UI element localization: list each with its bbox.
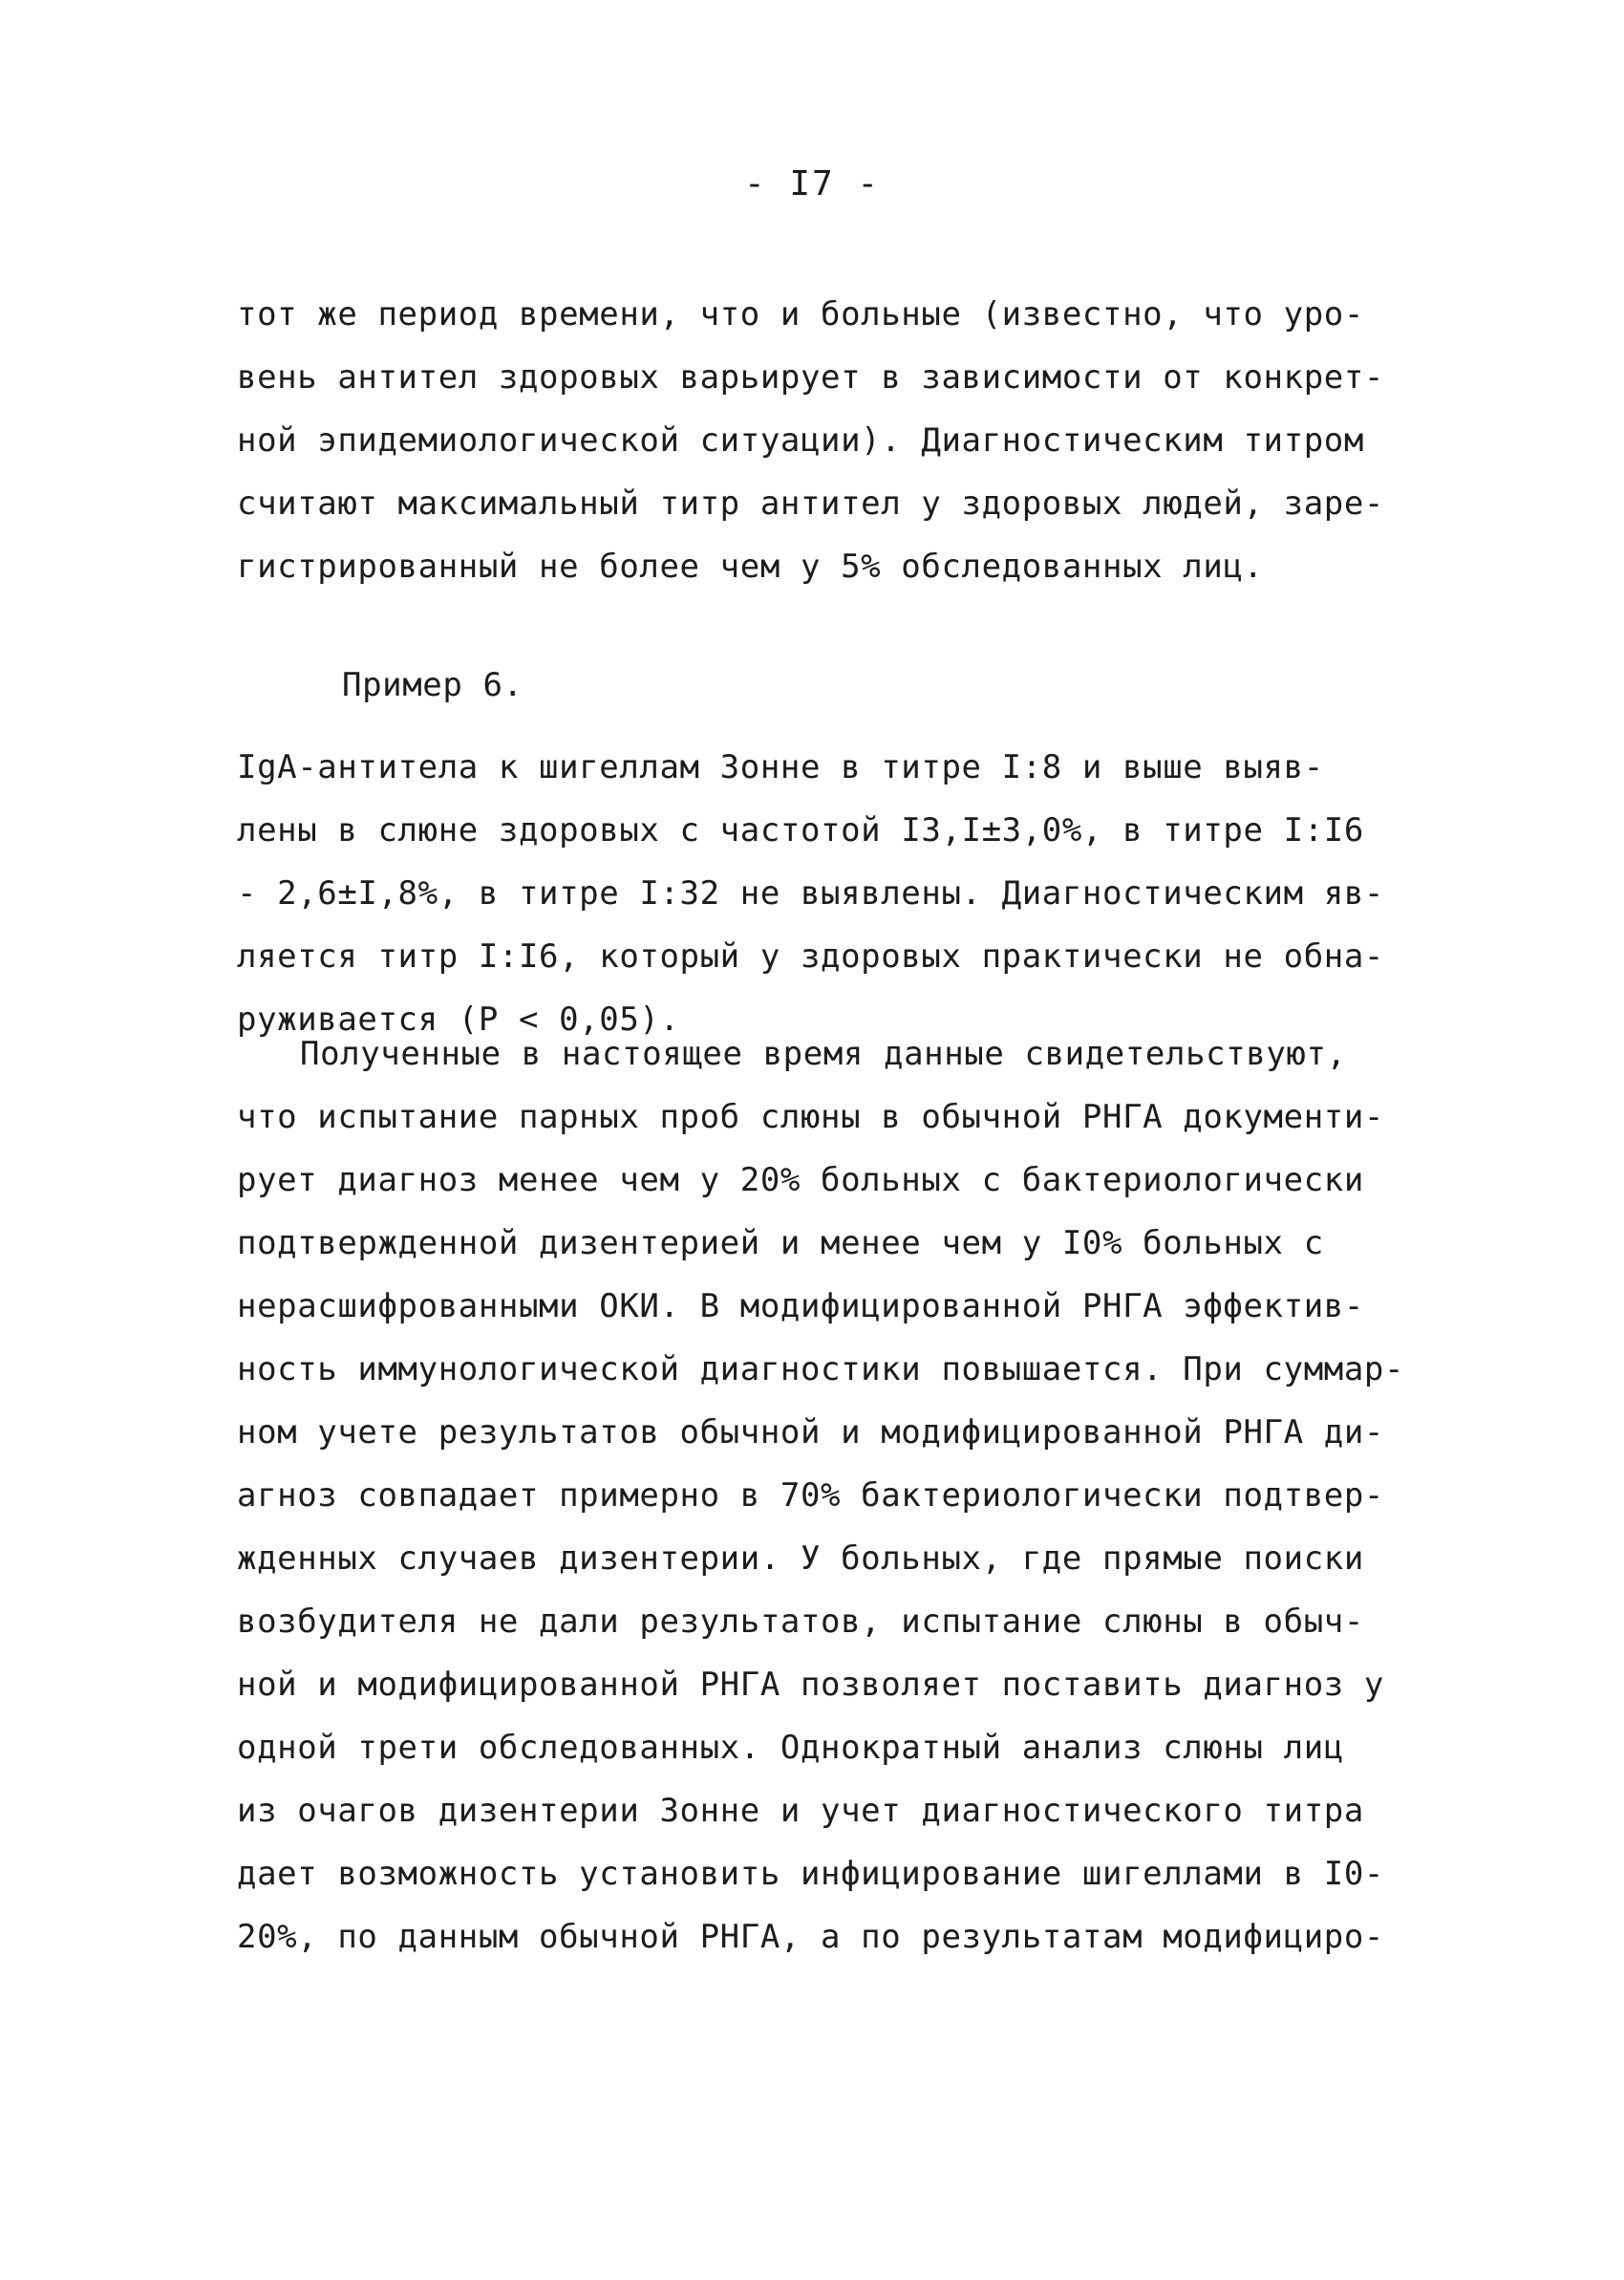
text-line: ляется титр I:I6, который у здоровых практически не обна- bbox=[237, 937, 1384, 976]
text-line: вень антител здоровых варьирует в зависимости от конкрет- bbox=[237, 358, 1384, 397]
paragraph-iga bbox=[237, 736, 1441, 1051]
text-line: считают максимальный титр антител у здоровых людей, заре- bbox=[237, 484, 1384, 523]
text-line: руживается (P < 0,05). bbox=[237, 1000, 680, 1039]
example-heading-block bbox=[237, 654, 1441, 717]
text-line: что испытание парных проб слюны в обычной РНГА документи- bbox=[237, 1098, 1384, 1136]
text-line: IgA-антитела к шигеллам Зонне в титре I:8 и выше выяв- bbox=[237, 748, 1324, 786]
example-heading: Пример 6. bbox=[342, 666, 524, 704]
text-line: Полученные в настоящее время данные свидетельствуют, bbox=[300, 1035, 1347, 1073]
text-line: ной и модифицированной РНГА позволяет поставить диагноз у bbox=[237, 1666, 1384, 1704]
text-line: рует диагноз менее чем у 20% больных с бактериологически bbox=[237, 1161, 1364, 1199]
text-line: из очагов дизентерии Зонне и учет диагностического титра bbox=[237, 1792, 1364, 1830]
text-line: 20%, по данным обычной РНГА, а по результатам модифициро- bbox=[237, 1918, 1384, 1956]
page-number: - I7 - bbox=[743, 164, 881, 204]
text-line: ном учете результатов обычной и модифицированной РНГА ди- bbox=[237, 1413, 1384, 1452]
text-line: возбудителя не дали результатов, испытание слюны в обыч- bbox=[237, 1602, 1364, 1641]
text-line: ной эпидемиологической ситуации). Диагностическим титром bbox=[237, 421, 1364, 460]
paragraph-continuation bbox=[237, 283, 1441, 598]
text-line: - 2,6±I,8%, в титре I:32 не выявлены. Диагностическим яв- bbox=[237, 874, 1384, 913]
text-line: тот же период времени, что и больные (известно, что уро- bbox=[237, 295, 1364, 333]
text-line: агноз совпадает примерно в 70% бактериологически подтвер- bbox=[237, 1476, 1384, 1515]
text-line: одной трети обследованных. Однократный анализ слюны лиц bbox=[237, 1729, 1344, 1767]
text-line: дает возможность установить инфицирование шигеллами в I0- bbox=[237, 1855, 1384, 1893]
text-line: гистрированный не более чем у 5% обследованных лиц. bbox=[237, 548, 1264, 586]
text-line: подтвержденной дизентерией и менее чем у I0% больных с bbox=[237, 1224, 1324, 1262]
text-line: ность иммунологической диагностики повышается. При суммар- bbox=[237, 1350, 1405, 1388]
text-line: жденных случаев дизентерии. У больных, где прямые поиски bbox=[237, 1539, 1364, 1578]
text-line: лены в слюне здоровых с частотой I3,I±3,0%, в титре I:I6 bbox=[237, 811, 1364, 850]
paragraph-results bbox=[237, 1022, 1441, 1968]
text-line: нерасшифрованными ОКИ. В модифицированной РНГА эффектив- bbox=[237, 1287, 1364, 1325]
